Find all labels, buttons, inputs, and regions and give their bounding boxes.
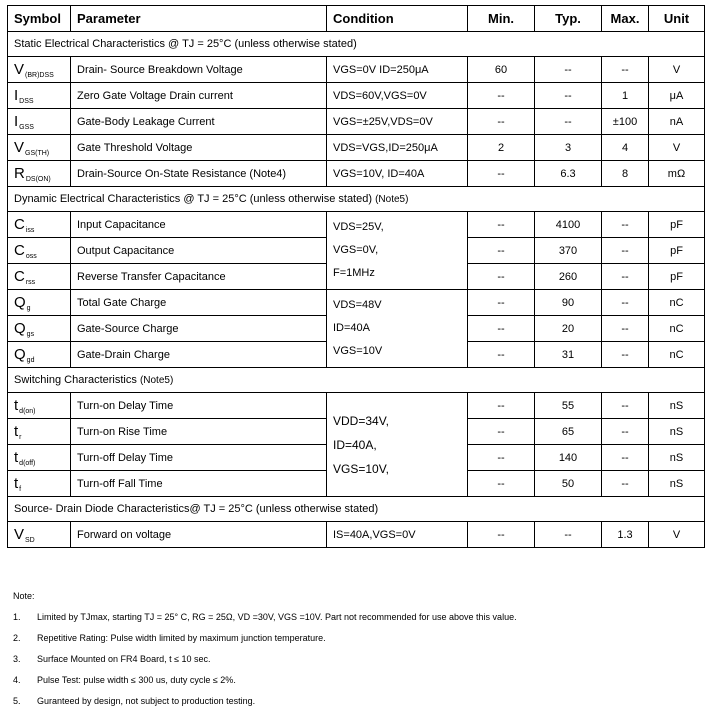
typ-cell: -- bbox=[535, 109, 602, 135]
header-typ: Typ. bbox=[535, 6, 602, 32]
symbol-cell: $V_{SD}$ bbox=[8, 522, 71, 548]
parameter-cell: Drain- Source Breakdown Voltage bbox=[71, 57, 327, 83]
max-cell: 1.3 bbox=[602, 522, 649, 548]
unit-cell: mΩ bbox=[649, 161, 705, 187]
symbol-cell: $C_{rss}$ bbox=[8, 264, 71, 290]
typ-cell: -- bbox=[535, 83, 602, 109]
note-text: Repetitive Rating: Pulse width limited by maximum junction temperature. bbox=[37, 633, 326, 643]
parameter-cell: Output Capacitance bbox=[71, 238, 327, 264]
header-condition: Condition bbox=[327, 6, 468, 32]
section-note: (Note5) bbox=[139, 375, 174, 386]
symbol-cell: $Q_{gd}$ bbox=[8, 342, 71, 368]
symbol-subscript: iss bbox=[25, 226, 35, 234]
symbol-cell: $V_{(BR)DSS}$ bbox=[8, 57, 71, 83]
section-note: (Note5) bbox=[375, 194, 409, 205]
condition-line: VDS=25V, bbox=[333, 221, 384, 233]
condition-line: ID=40A, bbox=[333, 437, 377, 452]
table-row bbox=[8, 212, 705, 238]
header-symbol: Symbol bbox=[8, 6, 71, 32]
max-cell: -- bbox=[602, 393, 649, 419]
symbol-cell: $V_{GS(TH)}$ bbox=[8, 135, 71, 161]
symbol-cell: $I_{DSS}$ bbox=[8, 83, 71, 109]
parameter-cell: Turn-on Rise Time bbox=[71, 419, 327, 445]
unit-cell: nA bbox=[649, 109, 705, 135]
typ-cell: 31 bbox=[535, 342, 602, 368]
header-unit: Unit bbox=[649, 6, 705, 32]
symbol-cell: $I_{GSS}$ bbox=[8, 109, 71, 135]
diode-section-title bbox=[8, 497, 705, 522]
min-cell: -- bbox=[468, 342, 535, 368]
max-cell: 1 bbox=[602, 83, 649, 109]
min-cell: -- bbox=[468, 445, 535, 471]
note-text: Guranteed by design, not subject to production testing. bbox=[37, 696, 256, 706]
condition-line: VGS=0V, bbox=[333, 244, 379, 256]
symbol-cell: $t_r$ bbox=[8, 419, 71, 445]
unit-cell: μA bbox=[649, 83, 705, 109]
symbol-subscript: DS(ON) bbox=[25, 175, 51, 183]
typ-cell: 6.3 bbox=[535, 161, 602, 187]
typ-cell: 50 bbox=[535, 471, 602, 497]
parameter-cell: Drain-Source On-State Resistance (Note4) bbox=[71, 161, 327, 187]
condition-line: VDS=48V bbox=[333, 299, 382, 311]
symbol-subscript: oss bbox=[25, 252, 37, 260]
min-cell: -- bbox=[468, 109, 535, 135]
parameter-cell: Forward on voltage bbox=[71, 522, 327, 548]
typ-cell: 65 bbox=[535, 419, 602, 445]
typ-cell: 20 bbox=[535, 316, 602, 342]
unit-cell: pF bbox=[649, 212, 705, 238]
min-cell: -- bbox=[468, 393, 535, 419]
condition-group-cell bbox=[327, 393, 468, 497]
condition-cell: VDS=VGS,ID=250μA bbox=[327, 135, 468, 161]
section-title-text: Source- Drain Diode Characteristics@ TJ = 25°C (unless otherwise stated) bbox=[14, 503, 379, 515]
parameter-cell: Total Gate Charge bbox=[71, 290, 327, 316]
condition-cell: VGS=±25V,VDS=0V bbox=[327, 109, 468, 135]
note-item bbox=[13, 628, 517, 649]
section-title-text: Static Electrical Characteristics @ TJ = 25°C (unless otherwise stated) bbox=[14, 38, 357, 50]
header-row bbox=[8, 6, 705, 32]
notes-heading: Note: bbox=[13, 591, 35, 601]
max-cell: -- bbox=[602, 238, 649, 264]
table-row bbox=[8, 393, 705, 419]
dynamic-section-row bbox=[8, 187, 705, 212]
parameter-cell: Gate-Body Leakage Current bbox=[71, 109, 327, 135]
symbol-subscript: SD bbox=[25, 536, 35, 544]
parameter-cell: Gate-Drain Charge bbox=[71, 342, 327, 368]
symbol-subscript: d(on) bbox=[19, 407, 36, 415]
min-cell: -- bbox=[468, 161, 535, 187]
unit-cell: V bbox=[649, 522, 705, 548]
typ-cell: 90 bbox=[535, 290, 602, 316]
max-cell: -- bbox=[602, 419, 649, 445]
symbol-subscript: d(off) bbox=[19, 459, 36, 467]
symbol-subscript: GSS bbox=[19, 123, 34, 131]
notes-section bbox=[13, 586, 517, 712]
parameter-cell: Gate-Source Charge bbox=[71, 316, 327, 342]
symbol-subscript: gd bbox=[26, 356, 35, 364]
condition-group-cell bbox=[327, 290, 468, 368]
min-cell: -- bbox=[468, 419, 535, 445]
note-item bbox=[13, 649, 517, 670]
parameter-cell: Turn-off Delay Time bbox=[71, 445, 327, 471]
max-cell: ±100 bbox=[602, 109, 649, 135]
min-cell: -- bbox=[468, 212, 535, 238]
note-text: Pulse Test: pulse width ≤ 300 us, duty cycle ≤ 2%. bbox=[37, 675, 236, 685]
condition-line: VGS=10V, bbox=[333, 461, 389, 476]
max-cell: -- bbox=[602, 342, 649, 368]
symbol-cell: $R_{DS(ON)}$ bbox=[8, 161, 71, 187]
typ-cell: 140 bbox=[535, 445, 602, 471]
typ-cell: 55 bbox=[535, 393, 602, 419]
max-cell: -- bbox=[602, 57, 649, 83]
table-row bbox=[8, 161, 705, 187]
note-item bbox=[13, 670, 517, 691]
max-cell: 4 bbox=[602, 135, 649, 161]
symbol-cell: $Q_{gs}$ bbox=[8, 316, 71, 342]
unit-cell: nS bbox=[649, 419, 705, 445]
dynamic-section-title bbox=[8, 187, 705, 212]
parameter-cell: Reverse Transfer Capacitance bbox=[71, 264, 327, 290]
section-title-text: Dynamic Electrical Characteristics @ TJ = 25°C (unless otherwise stated) bbox=[14, 193, 373, 205]
condition-line: ID=40A bbox=[333, 322, 370, 334]
min-cell: -- bbox=[468, 264, 535, 290]
min-cell: -- bbox=[468, 83, 535, 109]
symbol-subscript: gs bbox=[26, 330, 35, 338]
unit-cell: nC bbox=[649, 290, 705, 316]
section-title-text: Switching Characteristics bbox=[14, 374, 137, 386]
max-cell: 8 bbox=[602, 161, 649, 187]
condition-line: VDD=34V, bbox=[333, 413, 389, 428]
note-number: 4. bbox=[13, 675, 21, 685]
static-section-title bbox=[8, 32, 705, 57]
header-min: Min. bbox=[468, 6, 535, 32]
symbol-subscript: (BR)DSS bbox=[25, 71, 54, 79]
note-text: Limited by TJmax, starting TJ = 25° C, RG = 25Ω, VD =30V, VGS =10V. Part not recommended for use above this value. bbox=[37, 612, 517, 622]
table-row bbox=[8, 522, 705, 548]
max-cell: -- bbox=[602, 290, 649, 316]
symbol-cell: $t_f$ bbox=[8, 471, 71, 497]
switching-section-row bbox=[8, 368, 705, 393]
symbol-subscript: f bbox=[19, 485, 22, 493]
min-cell: -- bbox=[468, 238, 535, 264]
note-number: 1. bbox=[13, 612, 21, 622]
min-cell: -- bbox=[468, 522, 535, 548]
parameter-cell: Gate Threshold Voltage bbox=[71, 135, 327, 161]
condition-cell: VDS=60V,VGS=0V bbox=[327, 83, 468, 109]
table-row bbox=[8, 83, 705, 109]
typ-cell: 370 bbox=[535, 238, 602, 264]
max-cell: -- bbox=[602, 264, 649, 290]
max-cell: -- bbox=[602, 316, 649, 342]
condition-line: F=1MHz bbox=[333, 267, 375, 279]
parameter-cell: Turn-off Fall Time bbox=[71, 471, 327, 497]
condition-cell: VGS=0V ID=250μA bbox=[327, 57, 468, 83]
table-row bbox=[8, 290, 705, 316]
symbol-subscript: g bbox=[26, 304, 31, 312]
note-number: 5. bbox=[13, 696, 21, 706]
condition-group-cell bbox=[327, 212, 468, 290]
typ-cell: 260 bbox=[535, 264, 602, 290]
symbol-cell: $t_{d(off)}$ bbox=[8, 445, 71, 471]
unit-cell: nS bbox=[649, 471, 705, 497]
typ-cell: -- bbox=[535, 57, 602, 83]
symbol-subscript: r bbox=[19, 433, 22, 441]
typ-cell: -- bbox=[535, 522, 602, 548]
min-cell: 60 bbox=[468, 57, 535, 83]
unit-cell: nS bbox=[649, 445, 705, 471]
electrical-characteristics-table bbox=[7, 5, 705, 548]
condition-line: VGS=10V bbox=[333, 345, 383, 357]
typ-cell: 3 bbox=[535, 135, 602, 161]
static-section-row bbox=[8, 32, 705, 57]
symbol-subscript: rss bbox=[25, 278, 36, 286]
typ-cell: 4100 bbox=[535, 212, 602, 238]
table-row bbox=[8, 57, 705, 83]
unit-cell: nC bbox=[649, 342, 705, 368]
symbol-cell: $C_{oss}$ bbox=[8, 238, 71, 264]
note-number: 3. bbox=[13, 654, 21, 664]
max-cell: -- bbox=[602, 212, 649, 238]
min-cell: -- bbox=[468, 471, 535, 497]
table-row bbox=[8, 135, 705, 161]
condition-cell: IS=40A,VGS=0V bbox=[327, 522, 468, 548]
unit-cell: nS bbox=[649, 393, 705, 419]
unit-cell: V bbox=[649, 135, 705, 161]
note-text: Surface Mounted on FR4 Board, t ≤ 10 sec. bbox=[37, 654, 211, 664]
symbol-subscript: DSS bbox=[19, 97, 34, 105]
table-row bbox=[8, 109, 705, 135]
symbol-cell: $Q_g$ bbox=[8, 290, 71, 316]
parameter-cell: Zero Gate Voltage Drain current bbox=[71, 83, 327, 109]
note-item bbox=[13, 607, 517, 628]
header-max: Max. bbox=[602, 6, 649, 32]
diode-section-row bbox=[8, 497, 705, 522]
switching-section-title bbox=[8, 368, 705, 393]
condition-cell: VGS=10V, ID=40A bbox=[327, 161, 468, 187]
unit-cell: pF bbox=[649, 238, 705, 264]
min-cell: -- bbox=[468, 290, 535, 316]
unit-cell: nC bbox=[649, 316, 705, 342]
symbol-subscript: GS(TH) bbox=[25, 149, 50, 157]
unit-cell: V bbox=[649, 57, 705, 83]
parameter-cell: Turn-on Delay Time bbox=[71, 393, 327, 419]
min-cell: -- bbox=[468, 316, 535, 342]
min-cell: 2 bbox=[468, 135, 535, 161]
max-cell: -- bbox=[602, 471, 649, 497]
symbol-cell: $C_{iss}$ bbox=[8, 212, 71, 238]
unit-cell: pF bbox=[649, 264, 705, 290]
note-number: 2. bbox=[13, 633, 21, 643]
note-item bbox=[13, 691, 517, 712]
header-parameter: Parameter bbox=[71, 6, 327, 32]
parameter-cell: Input Capacitance bbox=[71, 212, 327, 238]
symbol-cell: $t_{d(on)}$ bbox=[8, 393, 71, 419]
max-cell: -- bbox=[602, 445, 649, 471]
